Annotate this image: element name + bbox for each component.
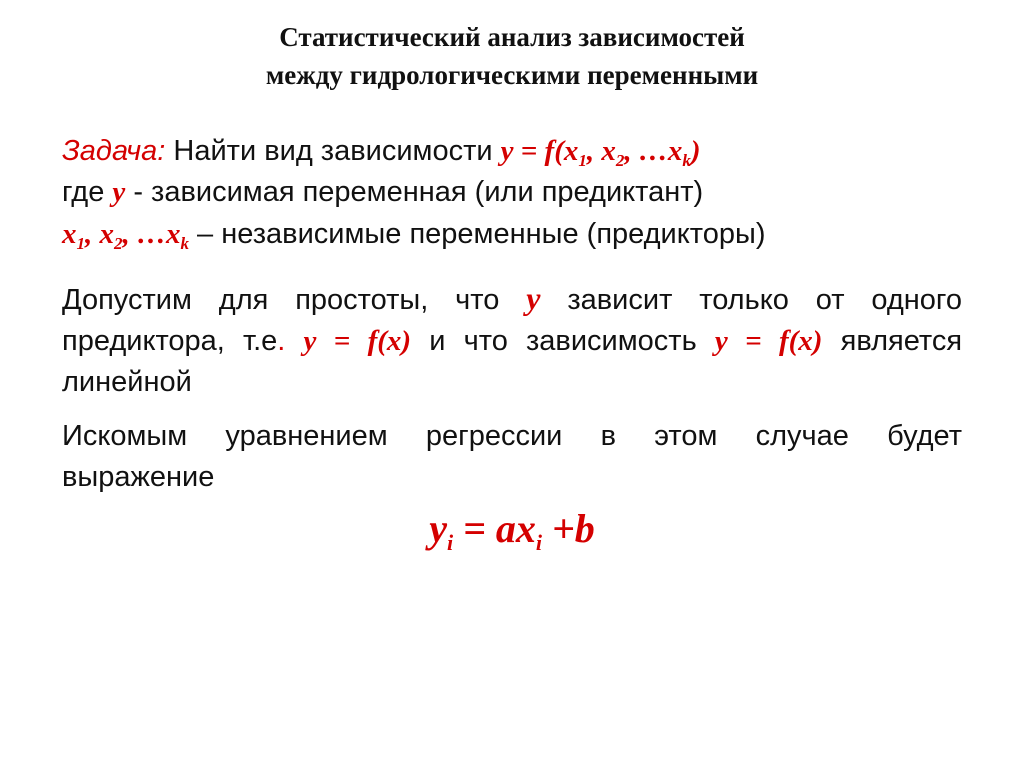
task-equation: $y = f(x_1$, $x_2$, $\dots x_k$) xyxy=(500,135,701,170)
assumption-line-3: линейной xyxy=(62,366,192,398)
assumption-eq-2: y = f(x) xyxy=(714,325,823,357)
dependent-variable-line xyxy=(62,176,703,209)
task-line xyxy=(62,135,701,168)
task-label: Задача: xyxy=(62,135,166,167)
predictors-variables: $x_1$, $x_2$, $\dots x_k$ xyxy=(62,218,189,253)
title-line-1: Статистический анализ зависимостей xyxy=(279,22,745,52)
assumption-line-1: Допустим для простоты, что y зависит только от одного xyxy=(62,280,963,316)
title-line-2: между гидрологическими переменными xyxy=(265,60,759,90)
task-text: Найти вид зависимости xyxy=(165,135,501,167)
where-prefix: где xyxy=(62,176,113,208)
assumption-paragraph xyxy=(62,278,962,403)
assumption-eq-1: y = f(x) xyxy=(303,325,412,357)
regression-line-1: Искомым уравнением регрессии в этом случае будет xyxy=(62,420,962,452)
predictors-line xyxy=(62,218,766,251)
assumption-y: y xyxy=(526,280,541,316)
predictors-text: – независимые переменные (предикторы) xyxy=(189,218,766,250)
regression-formula: $y_i = ax_i +b$ xyxy=(429,506,595,555)
where-variable: y xyxy=(112,176,126,208)
where-text: - зависимая переменная (или предиктант) xyxy=(125,176,704,208)
assumption-line-2: предиктора, т.е. y = f(x) и что зависимость y = f(x) является xyxy=(62,325,963,357)
page-title xyxy=(0,18,1024,94)
regression-paragraph xyxy=(62,416,962,498)
regression-line-2: выражение xyxy=(62,461,215,493)
